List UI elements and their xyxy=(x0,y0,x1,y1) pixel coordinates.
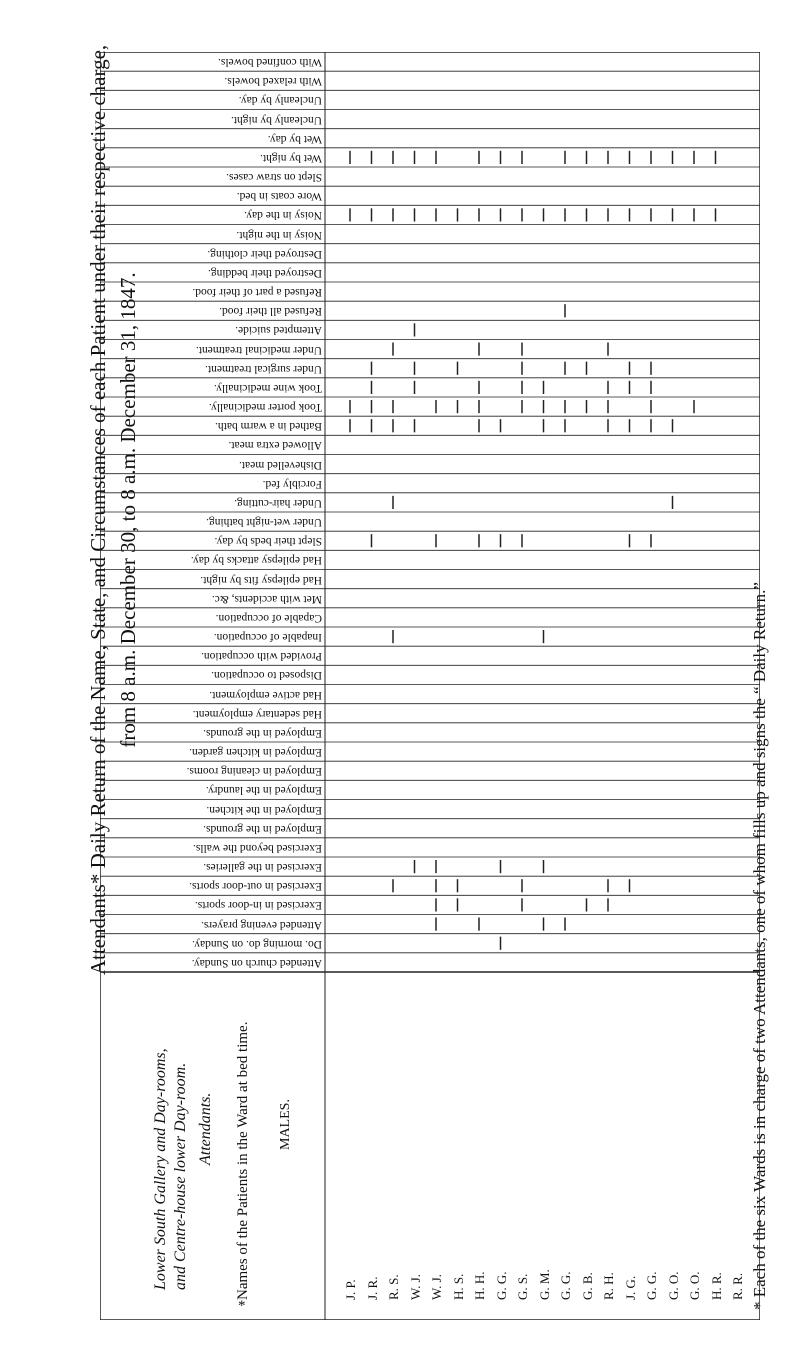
patient-initials: H. S. xyxy=(450,1273,466,1300)
column-header: Refused a part of their food. xyxy=(192,286,322,298)
column-header: Exercised beyond the walls. xyxy=(192,841,322,854)
footnote: * Each of the six Wards is in charge of two Attendants, one of whom fills up and signs the “ Daily Return.” xyxy=(750,582,769,1310)
ward-name-line-2: and Centre-house lower Day-room. xyxy=(172,1062,189,1290)
patient-initials: R. H. xyxy=(601,1272,616,1300)
column-header: Destroyed their clothing. xyxy=(207,247,322,260)
patient-initials: G. O. xyxy=(665,1271,681,1300)
patient-initials: H. R. xyxy=(708,1272,724,1300)
patient-initials: G. M. xyxy=(536,1269,552,1300)
column-header: Disposed to occupation. xyxy=(211,669,322,682)
column-header: Wet by night. xyxy=(260,151,322,164)
column-header: Employed in the grounds. xyxy=(203,726,322,739)
patient-initials: G. G. xyxy=(558,1271,573,1300)
patient-initials: J. R. xyxy=(364,1276,380,1300)
patients-names-label: Names of the Patients in the Ward at bed time. xyxy=(235,1021,251,1300)
column-header: Wore coats in bed. xyxy=(236,190,322,203)
column-header: With confined bowels. xyxy=(218,56,322,68)
patient-initials: G. S. xyxy=(515,1273,530,1300)
column-header: Uncleanly by night. xyxy=(230,113,322,126)
column-header: Employed in cleaning rooms. xyxy=(186,765,322,778)
column-header: Had epilepsy attacks by day. xyxy=(190,554,322,567)
column-header: Dishevelled meat. xyxy=(238,458,322,471)
column-header: Had epilepsy fits by night. xyxy=(200,573,322,586)
column-header: Had sedentary employment. xyxy=(192,707,322,720)
column-header: Refused all their food. xyxy=(219,305,322,318)
column-header: Noisy in the day. xyxy=(244,209,322,222)
column-header: Under surgical treatment. xyxy=(205,362,322,375)
column-header: Took wine medicinally. xyxy=(214,381,322,394)
males-label: MALES. xyxy=(278,1099,293,1150)
patient-initials: G. O. xyxy=(687,1271,702,1300)
column-header: Attended church on Sunday. xyxy=(191,956,322,969)
column-header: Forcibly fed. xyxy=(262,477,322,490)
column-header: Met with accidents, &c. xyxy=(211,592,322,605)
column-header: Destroyed their bedding. xyxy=(207,266,322,279)
column-header: Slept on straw cases. xyxy=(226,171,322,183)
column-header: Bathed in a warm bath. xyxy=(215,420,322,433)
column-header: Allowed extra meat. xyxy=(228,439,322,452)
column-header: Under hair-cutting. xyxy=(234,496,322,509)
patient-initials: W. J. xyxy=(407,1274,423,1300)
patient-initials: G. G. xyxy=(493,1271,509,1300)
column-header: Under wet-night bathing. xyxy=(206,516,322,528)
column-header: Attempted suicide. xyxy=(235,324,322,337)
column-header: Uncleanly by day. xyxy=(238,94,322,107)
column-header: Slept their beds by day. xyxy=(214,535,322,548)
column-header: Had active employment. xyxy=(209,688,322,701)
patient-initials: G. B. xyxy=(579,1272,595,1300)
column-header: With relaxed bowels. xyxy=(224,75,322,88)
column-header: Exercised in in-door sports. xyxy=(194,899,322,912)
asterisk-marker: * xyxy=(238,1298,246,1314)
column-header: Took porter medicinally. xyxy=(208,401,322,413)
column-header: Provided with occupation. xyxy=(200,650,322,663)
patient-initials: J. P. xyxy=(343,1279,358,1300)
patient-initials: J. G. xyxy=(622,1275,638,1300)
column-header: Inapable of occupation. xyxy=(213,631,322,643)
patient-initials: G. G. xyxy=(644,1271,659,1300)
patient-initials: R. R. xyxy=(730,1272,745,1300)
column-header: Noisy in the night. xyxy=(236,228,322,241)
attendants-label: Attendants. xyxy=(197,1092,214,1165)
ward-name-line-1: Lower South Gallery and Day-rooms, xyxy=(152,1048,169,1290)
column-header: Attended evening prayers. xyxy=(200,918,322,931)
column-header: Exercised in out-door sports. xyxy=(189,880,322,893)
column-header: Under medicinal treatment. xyxy=(195,343,322,356)
title-line-2: from 8 a.m. December 30, to 8 a.m. December 31, 1847. xyxy=(116,272,140,748)
patient-initials: R. S. xyxy=(386,1274,401,1300)
patient-initials: W. J. xyxy=(429,1274,444,1300)
column-header: Employed in the laundry. xyxy=(205,784,322,797)
title-line-1: Attendants* Daily Return of the Name, State, and Circumstances of each Patient under their respective charge, xyxy=(86,44,110,976)
column-header: Employed in the grounds. xyxy=(203,822,322,835)
column-header: Employed in kitchen garden. xyxy=(189,746,322,758)
column-header: Do. morning do. on Sunday. xyxy=(192,937,322,950)
column-header: Capable of occupation. xyxy=(215,611,322,624)
patient-initials: H. H. xyxy=(472,1271,487,1300)
column-header: Employed in the kitchen. xyxy=(206,803,322,816)
column-header: Exercised in the galleries. xyxy=(203,861,322,873)
column-header: Wet by day. xyxy=(267,132,322,145)
